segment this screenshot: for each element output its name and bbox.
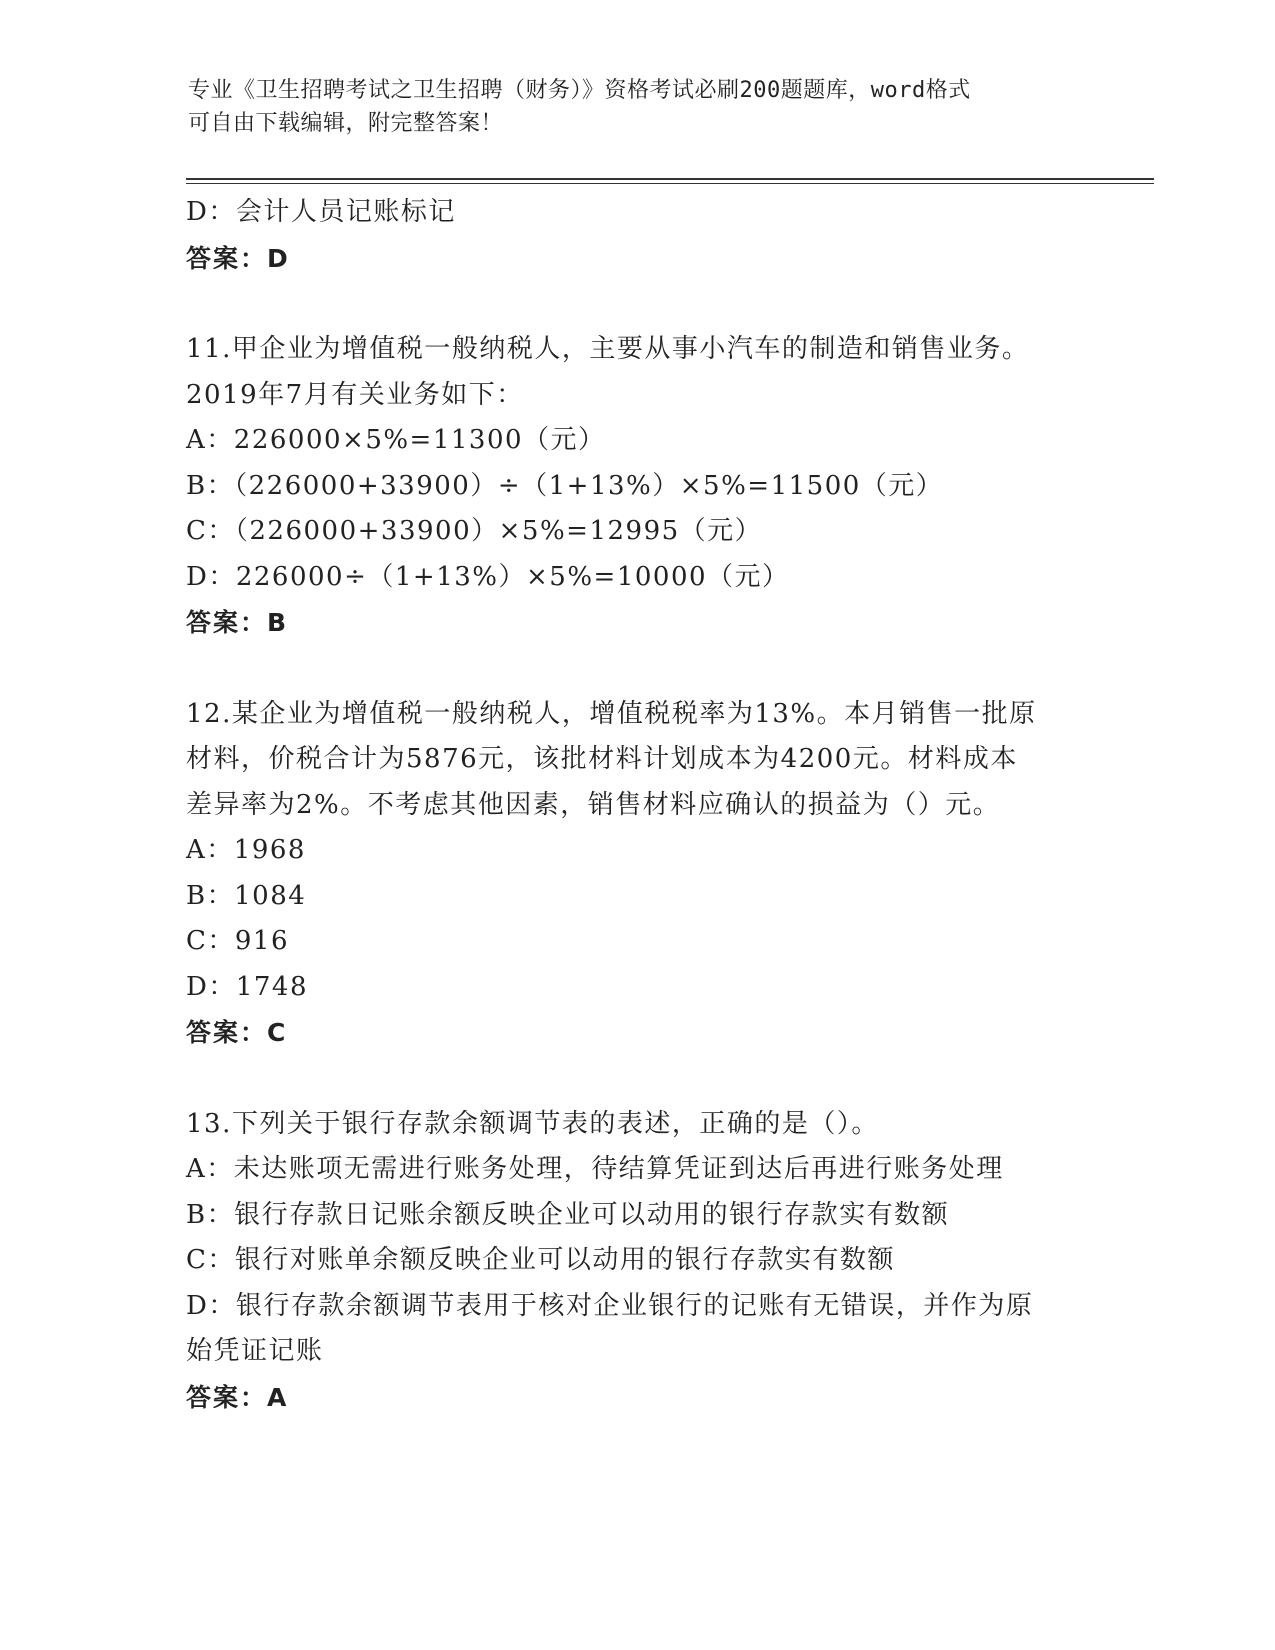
header-line-1: 专业《卫生招聘考试之卫生招聘（财务）》资格考试必刷200题题库，word格式	[188, 78, 971, 103]
option-c: C：（226000+33900）×5%=12995（元）	[186, 516, 763, 546]
question-12	[186, 692, 1086, 1056]
question-11	[186, 327, 1086, 646]
answer-line: 答案：B	[186, 608, 289, 637]
question-stem: 2019年7月有关业务如下：	[186, 379, 524, 410]
question-stem: 12.某企业为增值税一般纳税人，增值税税率为13%。本月销售一批原	[186, 698, 1037, 729]
option-d-continuation: 始凭证记账	[186, 1336, 324, 1366]
option-d: D：1748	[186, 971, 309, 1002]
answer-line: 答案：D	[186, 243, 290, 273]
option-d: D：226000÷（1+13%）×5%=10000（元）	[186, 561, 790, 592]
question-stem: 11.甲企业为增值税一般纳税人，主要从事小汽车的制造和销售业务。	[186, 334, 1030, 364]
question-stem: 材料，价税合计为5876元，该批材料计划成本为4200元。材料成本	[186, 744, 1018, 774]
option-c: C：916	[186, 926, 290, 956]
question-stem: 13.下列关于银行存款余额调节表的表述，正确的是（）。	[186, 1108, 879, 1139]
answer-line: 答案：A	[186, 1382, 289, 1412]
option-a: A：1968	[186, 835, 306, 865]
header-divider	[186, 178, 1154, 184]
answer-line: 答案：C	[186, 1018, 288, 1047]
question-stem: 差异率为2%。不考虑其他因素，销售材料应确认的损益为（）元。	[186, 789, 1001, 820]
option-d: D：银行存款余额调节表用于核对企业银行的记账有无错误，并作为原	[186, 1290, 1034, 1321]
option-a: A：226000×5%=11300（元）	[186, 425, 606, 455]
option-b: B：银行存款日记账余额反映企业可以动用的银行存款实有数额	[186, 1199, 950, 1230]
option-b: B：（226000+33900）÷（1+13%）×5%=11500（元）	[186, 470, 944, 501]
header-line-2: 可自由下载编辑，附完整答案！	[188, 111, 504, 136]
option-b: B：1084	[186, 880, 307, 911]
continued-question	[186, 190, 1086, 281]
option-a: A：未达账项无需进行账务处理，待结算凭证到达后再进行账务处理	[186, 1154, 1004, 1184]
question-13	[186, 1102, 1086, 1421]
option-d: D：会计人员记账标记	[186, 197, 456, 227]
option-c: C：银行对账单余额反映企业可以动用的银行存款实有数额	[186, 1245, 895, 1275]
page-header	[188, 74, 1068, 140]
question-list	[186, 190, 1086, 1420]
